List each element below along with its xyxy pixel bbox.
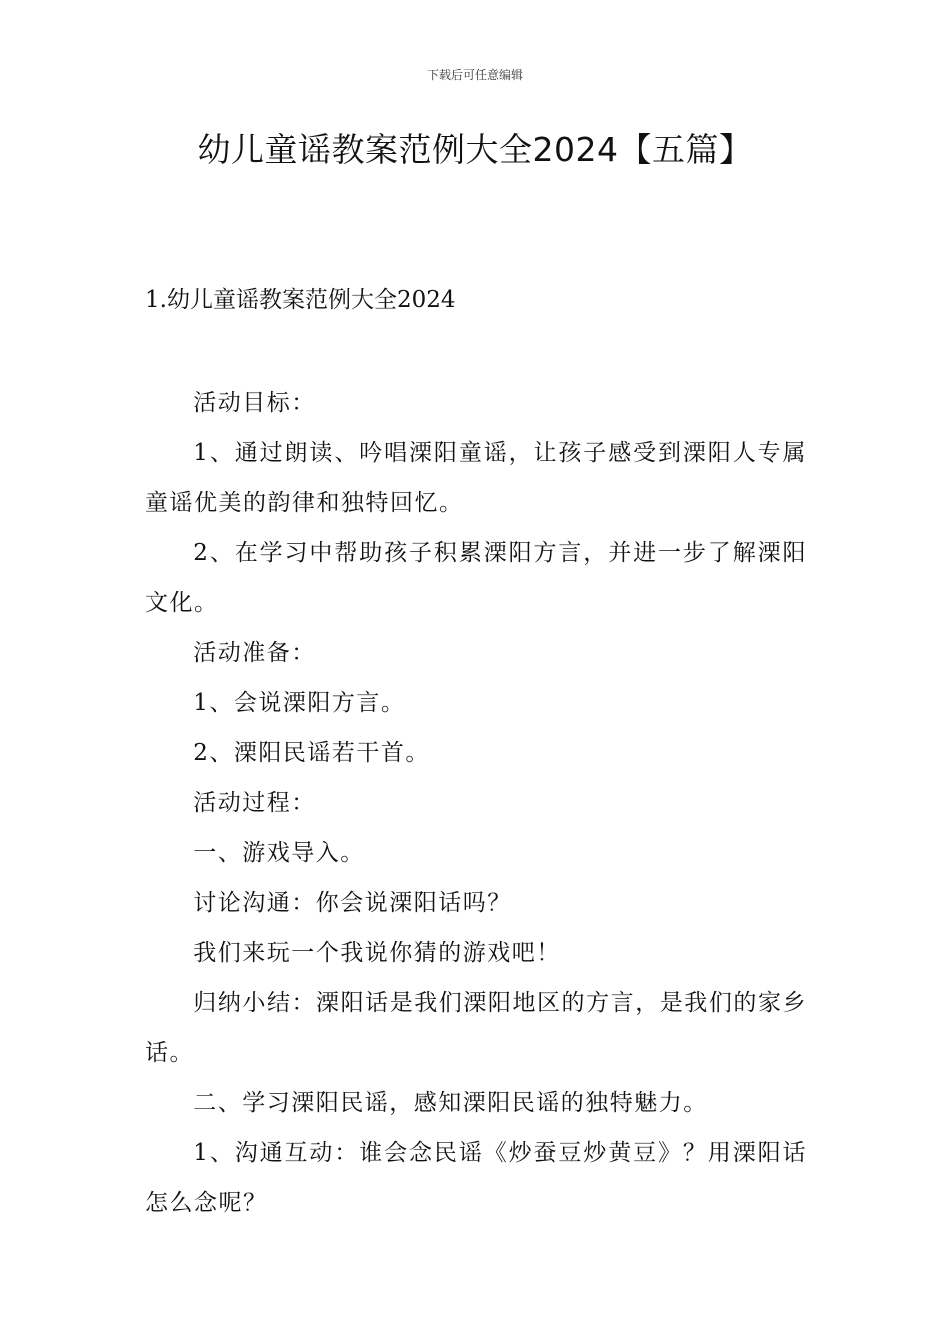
document-title: 幼儿童谣教案范例大全2024【五篇】 bbox=[197, 130, 753, 169]
paragraph: 我们来玩一个我说你猜的游戏吧！ bbox=[193, 940, 561, 966]
paragraph: 归纳小结：溧阳话是我们溧阳地区的方言，是我们的家乡话。 bbox=[145, 990, 807, 1066]
header-note: 下载后可任意编辑 bbox=[426, 68, 523, 82]
paragraph: 1、沟通互动：谁会念民谣《炒蚕豆炒黄豆》？用溧阳话怎么念呢？ bbox=[145, 1140, 807, 1216]
paragraph: 讨论沟通：你会说溧阳话吗？ bbox=[193, 890, 512, 916]
paragraph: 2、在学习中帮助孩子积累溧阳方言，并进一步了解溧阳文化。 bbox=[145, 540, 807, 616]
paragraph: 活动准备： bbox=[193, 640, 316, 666]
section-title: 1.幼儿童谣教案范例大全2024 bbox=[145, 287, 456, 313]
paragraph: 1、会说溧阳方言。 bbox=[193, 690, 406, 716]
paragraph: 活动过程： bbox=[193, 790, 316, 816]
paragraph: 二、学习溧阳民谣，感知溧阳民谣的独特魅力。 bbox=[193, 1090, 708, 1116]
paragraph: 活动目标： bbox=[193, 390, 316, 416]
document-body bbox=[145, 378, 807, 1228]
paragraph: 1、通过朗读、吟唱溧阳童谣，让孩子感受到溧阳人专属童谣优美的韵律和独特回忆。 bbox=[145, 440, 807, 516]
paragraph: 一、游戏导入。 bbox=[193, 840, 365, 866]
paragraph: 2、溧阳民谣若干首。 bbox=[193, 740, 430, 766]
